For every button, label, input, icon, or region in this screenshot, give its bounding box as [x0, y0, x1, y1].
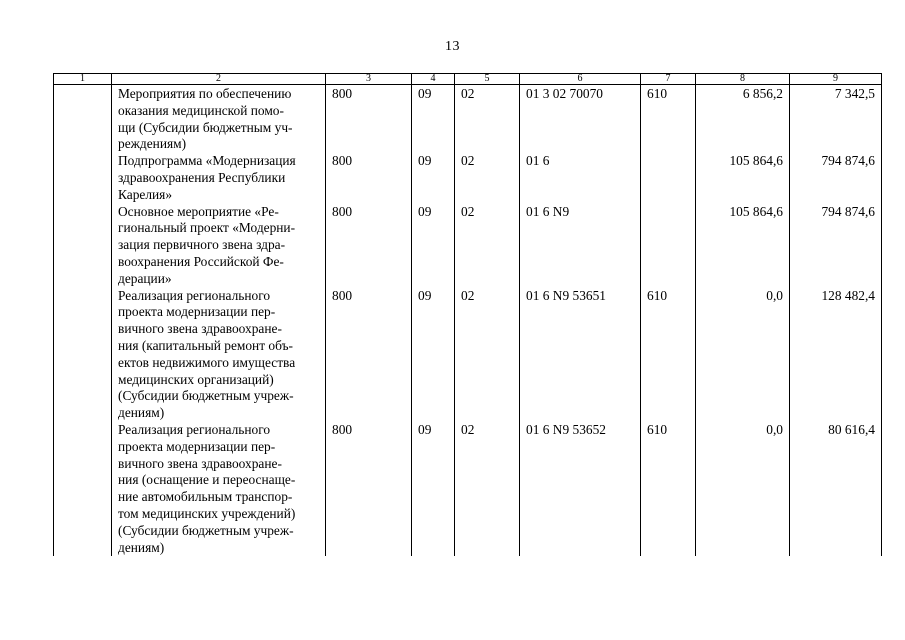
header-cell-4: 4 [412, 74, 455, 85]
header-cell-1: 1 [54, 74, 112, 85]
section-code: 09 [412, 153, 455, 203]
page-number: 13 [445, 39, 460, 54]
ministry-code: 800 [326, 204, 412, 288]
amount-col-9: 794 874,6 [790, 153, 882, 203]
amount-col-9: 128 482,4 [790, 288, 882, 422]
subsection-code: 02 [455, 85, 520, 154]
section-code: 09 [412, 85, 455, 154]
header-cell-5: 5 [455, 74, 520, 85]
budget-table [53, 73, 882, 556]
section-code: 09 [412, 204, 455, 288]
item-name: Реализация регионального проекта модернизации пер- вичного звена здравоохране- ния (капитальный ремонт объ- ектов недвижимого имущества медицинских организаций) (Субсидии бюджетным учреж- дениям) [112, 288, 326, 422]
target-article-code: 01 3 02 70070 [520, 85, 641, 154]
amount-col-8: 105 864,6 [696, 204, 790, 288]
row-index-cell [54, 288, 112, 422]
table-row [54, 85, 882, 154]
expense-type-code: 610 [641, 422, 696, 556]
item-name: Основное мероприятие «Ре- гиональный проект «Модерни- зация первичного звена здра- воохранения Российской Фе- дерации» [112, 204, 326, 288]
table-row [54, 288, 882, 422]
expense-type-code [641, 153, 696, 203]
table-row [54, 153, 882, 203]
amount-col-9: 80 616,4 [790, 422, 882, 556]
ministry-code: 800 [326, 85, 412, 154]
target-article-code: 01 6 [520, 153, 641, 203]
amount-col-9: 7 342,5 [790, 85, 882, 154]
subsection-code: 02 [455, 204, 520, 288]
table-row [54, 204, 882, 288]
amount-col-9: 794 874,6 [790, 204, 882, 288]
header-cell-6: 6 [520, 74, 641, 85]
amount-col-8: 0,0 [696, 422, 790, 556]
expense-type-code: 610 [641, 288, 696, 422]
row-index-cell [54, 204, 112, 288]
target-article-code: 01 6 N9 53652 [520, 422, 641, 556]
target-article-code: 01 6 N9 [520, 204, 641, 288]
item-name: Реализация регионального проекта модернизации пер- вичного звена здравоохране- ния (оснащение и переоснаще- ние автомобильным транспор- том медицинских учреждений) (Субсидии бюджетным учреж- дениям) [112, 422, 326, 556]
item-name: Мероприятия по обеспечению оказания медицинской помо- щи (Субсидии бюджетным уч- реждениям) [112, 85, 326, 154]
table-header-row [54, 74, 882, 85]
row-index-cell [54, 422, 112, 556]
header-cell-8: 8 [696, 74, 790, 85]
target-article-code: 01 6 N9 53651 [520, 288, 641, 422]
subsection-code: 02 [455, 422, 520, 556]
item-name: Подпрограмма «Модернизация здравоохранения Республики Карелия» [112, 153, 326, 203]
header-cell-2: 2 [112, 74, 326, 85]
subsection-code: 02 [455, 288, 520, 422]
row-index-cell [54, 153, 112, 203]
table-row [54, 422, 882, 556]
amount-col-8: 6 856,2 [696, 85, 790, 154]
amount-col-8: 105 864,6 [696, 153, 790, 203]
section-code: 09 [412, 288, 455, 422]
expense-type-code [641, 204, 696, 288]
ministry-code: 800 [326, 288, 412, 422]
subsection-code: 02 [455, 153, 520, 203]
row-index-cell [54, 85, 112, 154]
amount-col-8: 0,0 [696, 288, 790, 422]
ministry-code: 800 [326, 422, 412, 556]
header-cell-7: 7 [641, 74, 696, 85]
expense-type-code: 610 [641, 85, 696, 154]
header-cell-3: 3 [326, 74, 412, 85]
section-code: 09 [412, 422, 455, 556]
ministry-code: 800 [326, 153, 412, 203]
header-cell-9: 9 [790, 74, 882, 85]
